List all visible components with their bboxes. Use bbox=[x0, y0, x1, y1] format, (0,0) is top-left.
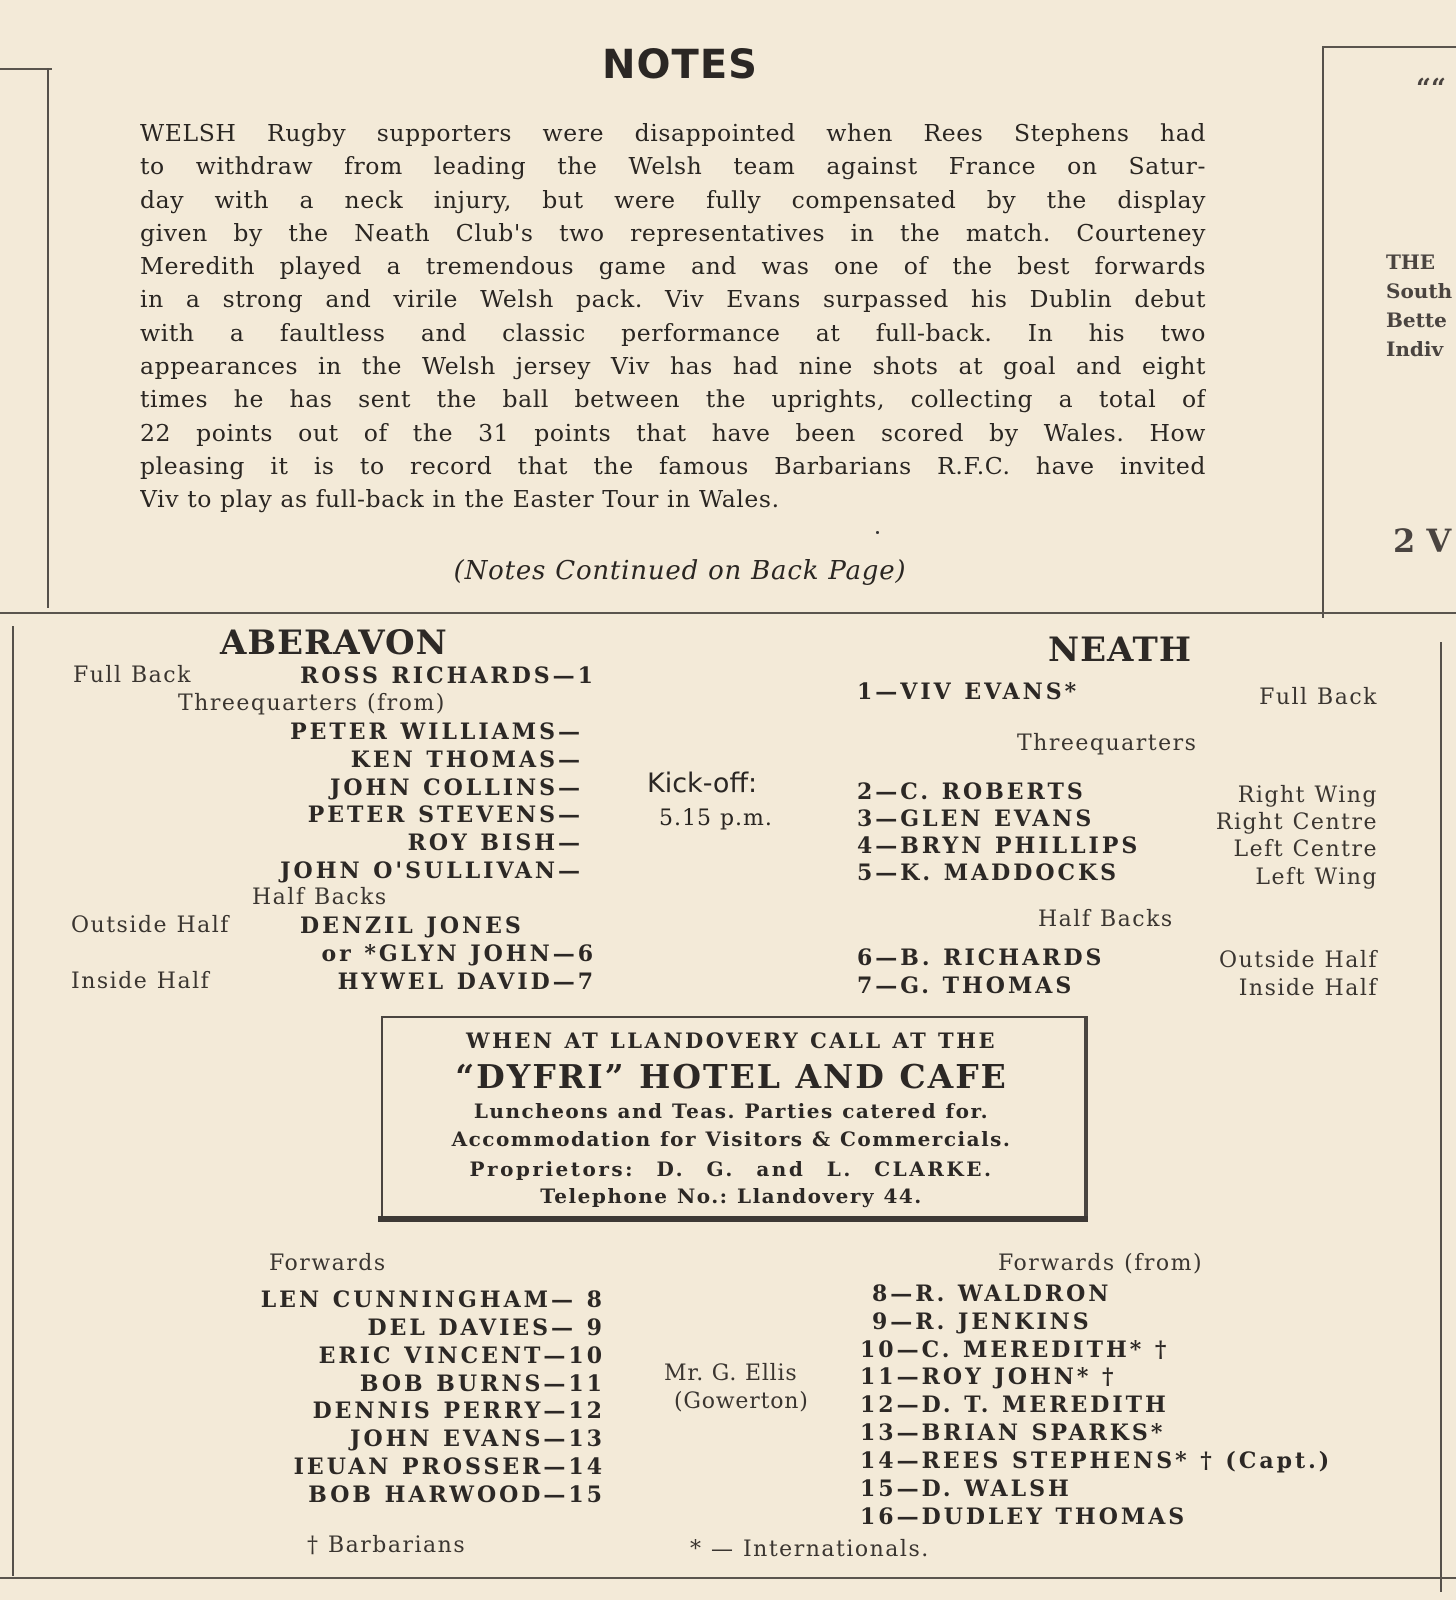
advert-line: Accommodation for Visitors & Commercials. bbox=[451, 1127, 1012, 1151]
neath-half-back-position: Inside Half bbox=[1238, 976, 1378, 1001]
notes-dot bbox=[876, 531, 879, 534]
notes-line: in a strong and virile Welsh pack. Viv Evans surpassed his Dublin debut bbox=[140, 285, 1206, 314]
neath-forward: 15—D. WALSH bbox=[860, 1476, 1072, 1502]
aberavon-forward: ERIC VINCENT—10 bbox=[318, 1343, 605, 1369]
legend-barbarians: † Barbarians bbox=[307, 1533, 467, 1558]
neath-half-back-position: Outside Half bbox=[1219, 948, 1378, 973]
advert-line: Proprietors: D. G. and L. CLARKE. bbox=[469, 1157, 994, 1181]
notes-title: NOTES bbox=[602, 42, 758, 88]
aberavon-full-back-label: Full Back bbox=[73, 663, 192, 688]
aberavon-forward: LEN CUNNINGHAM— 8 bbox=[260, 1287, 605, 1313]
notes-bottom-rule bbox=[0, 612, 1456, 614]
neath-forwards-label: Forwards (from) bbox=[998, 1251, 1204, 1276]
neath-half-back: 6—B. RICHARDS bbox=[857, 945, 1105, 971]
aberavon-forward: JOHN EVANS—13 bbox=[350, 1426, 605, 1452]
neath-threequarters-label: Threequarters bbox=[1017, 731, 1198, 756]
team-bottom-rule bbox=[0, 1577, 1456, 1579]
referee-club: (Gowerton) bbox=[674, 1389, 809, 1414]
aberavon-threequarter: PETER WILLIAMS— bbox=[290, 719, 583, 745]
aberavon-inside-half-label: Inside Half bbox=[71, 969, 211, 994]
aberavon-forward: DENNIS PERRY—12 bbox=[312, 1398, 605, 1424]
aberavon-threequarter: PETER STEVENS— bbox=[307, 802, 583, 828]
advert-hotel-name: “DYFRI” HOTEL AND CAFE bbox=[455, 1057, 1008, 1096]
team-left-rule bbox=[12, 626, 14, 1576]
aberavon-outside-half: DENZIL JONES bbox=[300, 913, 524, 939]
notes-continued: (Notes Continued on Back Page) bbox=[453, 556, 907, 586]
aberavon-threequarter: JOHN COLLINS— bbox=[329, 775, 583, 801]
aberavon-threequarter: JOHN O'SULLIVAN— bbox=[280, 858, 583, 884]
kickoff-label: Kick-off: bbox=[647, 768, 758, 799]
fragment-line: South bbox=[1386, 279, 1453, 303]
aberavon-outside-half-label: Outside Half bbox=[71, 913, 230, 938]
notes-line: pleasing it is to record that the famous Barbarians R.F.C. have invited bbox=[140, 451, 1206, 480]
notes-right-rule bbox=[1322, 48, 1324, 618]
neath-forward: 9—R. JENKINS bbox=[872, 1309, 1092, 1335]
neath-forward: 16—DUDLEY THOMAS bbox=[860, 1504, 1188, 1530]
advert-line: WHEN AT LLANDOVERY CALL AT THE bbox=[466, 1028, 997, 1053]
team-right-rule bbox=[1440, 642, 1442, 1592]
neath-half-back: 7—G. THOMAS bbox=[857, 973, 1075, 999]
fragment-line: Indiv bbox=[1386, 337, 1444, 361]
notes-line: WELSH Rugby supporters were disappointed when Rees Stephens had bbox=[140, 119, 1206, 147]
neath-full-back: 1—VIV EVANS* bbox=[857, 679, 1080, 705]
aberavon-threequarter: ROY BISH— bbox=[407, 830, 583, 856]
neath-forward: 13—BRIAN SPARKS* bbox=[860, 1420, 1166, 1446]
aberavon-forward: DEL DAVIES— 9 bbox=[367, 1315, 605, 1341]
aberavon-forward: IEUAN PROSSER—14 bbox=[293, 1454, 605, 1480]
advert-line: Luncheons and Teas. Parties catered for. bbox=[473, 1099, 990, 1123]
neath-threequarter: 5—K. MADDOCKS bbox=[857, 860, 1120, 886]
notes-line: times he has sent the ball between the uprights, collecting a total of bbox=[140, 385, 1206, 414]
fragment-number: 2 V bbox=[1393, 522, 1452, 560]
neath-forward: 11—ROY JOHN* † bbox=[860, 1364, 1117, 1390]
aberavon-threequarters-label: Threequarters (from) bbox=[178, 691, 446, 716]
advert-shadow-bar bbox=[378, 1216, 1088, 1222]
aberavon-inside-half: HYWEL DAVID—7 bbox=[337, 969, 596, 995]
quote-mark: ““ bbox=[1416, 74, 1446, 104]
notes-left-rule bbox=[47, 68, 49, 608]
neath-threequarter-position: Right Wing bbox=[1237, 783, 1378, 808]
notes-line: with a faultless and classic performance at full-back. In his two bbox=[140, 318, 1206, 347]
referee-name: Mr. G. Ellis bbox=[664, 1361, 798, 1386]
legend-internationals: * — Internationals. bbox=[690, 1537, 930, 1562]
neath-threequarter-position: Left Wing bbox=[1255, 865, 1378, 890]
notes-line: Viv to play as full-back in the Easter Tour in Wales. bbox=[140, 485, 780, 514]
advert-line: Telephone No.: Llandovery 44. bbox=[540, 1184, 923, 1208]
notes-line: given by the Neath Club's two representatives in the match. Courteney bbox=[140, 218, 1206, 247]
aberavon-title: ABERAVON bbox=[220, 623, 448, 663]
fragment-line: Bette bbox=[1386, 308, 1447, 332]
fragment-line: THE bbox=[1386, 250, 1436, 274]
neath-title: NEATH bbox=[1048, 630, 1192, 670]
kickoff-time: 5.15 p.m. bbox=[659, 806, 773, 831]
neath-forward: 10—C. MEREDITH* † bbox=[860, 1337, 1170, 1363]
notes-line: 22 points out of the 31 points that have been scored by Wales. How bbox=[140, 418, 1206, 447]
aberavon-half-backs-label: Half Backs bbox=[252, 885, 388, 910]
neath-full-back-label: Full Back bbox=[1259, 685, 1378, 710]
aberavon-full-back: ROSS RICHARDS—1 bbox=[300, 663, 596, 689]
notes-line: appearances in the Welsh jersey Viv has had nine shots at goal and eight bbox=[140, 352, 1206, 381]
aberavon-outside-half-alt: or *GLYN JOHN—6 bbox=[321, 941, 596, 967]
notes-line: to withdraw from leading the Welsh team against France on Satur- bbox=[140, 152, 1206, 181]
aberavon-forward: BOB BURNS—11 bbox=[359, 1371, 605, 1397]
notes-body bbox=[140, 117, 1206, 517]
aberavon-threequarter: KEN THOMAS— bbox=[350, 747, 583, 773]
neath-forward: 8—R. WALDRON bbox=[872, 1281, 1112, 1307]
aberavon-forwards-label: Forwards bbox=[269, 1251, 387, 1276]
neath-threequarter-position: Right Centre bbox=[1215, 810, 1378, 835]
neath-threequarter-position: Left Centre bbox=[1233, 837, 1378, 862]
neath-threequarter: 4—BRYN PHILLIPS bbox=[857, 833, 1141, 859]
neath-threequarter: 2—C. ROBERTS bbox=[857, 779, 1086, 805]
aberavon-forward: BOB HARWOOD—15 bbox=[308, 1482, 605, 1508]
notes-line: day with a neck injury, but were fully compensated by the display bbox=[140, 185, 1206, 214]
neath-forward: 14—REES STEPHENS* † (Capt.) bbox=[860, 1448, 1333, 1474]
neath-forward: 12—D. T. MEREDITH bbox=[860, 1392, 1169, 1418]
neath-threequarter: 3—GLEN EVANS bbox=[857, 806, 1095, 832]
neath-half-backs-label: Half Backs bbox=[1038, 907, 1174, 932]
notes-line: Meredith played a tremendous game and was one of the best forwards bbox=[140, 252, 1206, 281]
